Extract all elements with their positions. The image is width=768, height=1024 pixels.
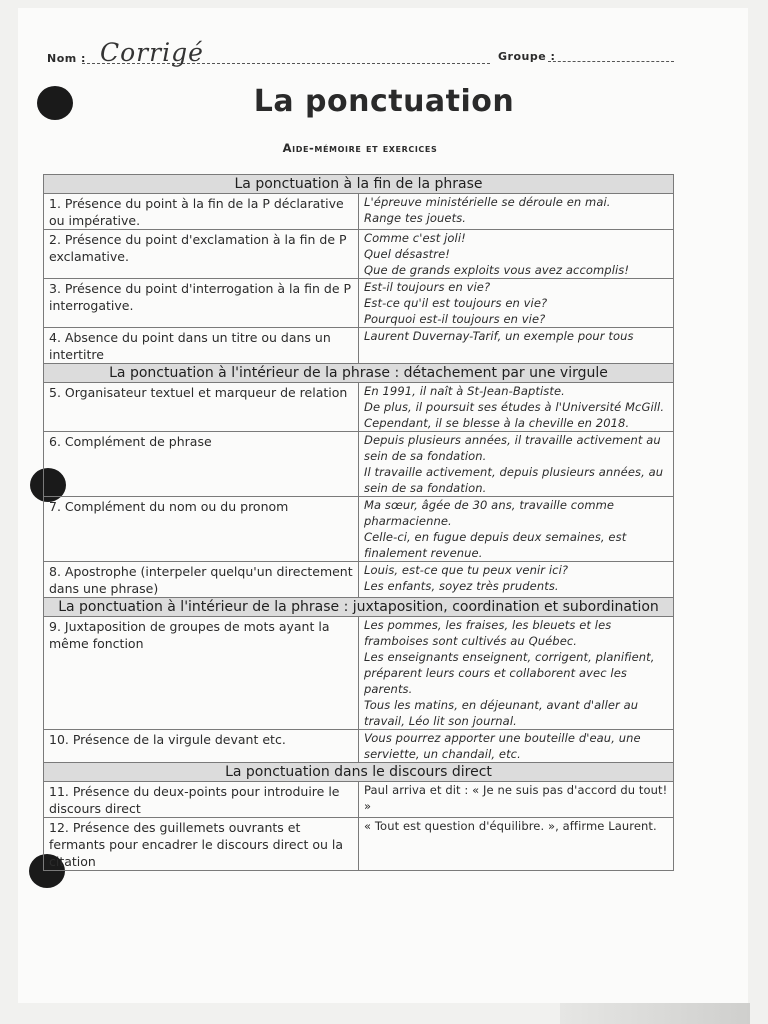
table-row — [44, 497, 674, 562]
example-line: Vous pourrez apporter une bouteille d'eau, une serviette, un chandail, etc. — [364, 731, 641, 761]
example-line: Est-il toujours en vie? — [364, 280, 491, 294]
example-line: Est-ce qu'il est toujours en vie? — [364, 296, 548, 310]
example-line: Quel désastre! — [364, 247, 450, 261]
examples-cell — [359, 230, 674, 279]
table-row — [44, 818, 674, 871]
table-row — [44, 328, 674, 364]
example-line: Cependant, il se blesse à la cheville en 2018. — [364, 416, 630, 430]
example-line: Celle-ci, en fugue depuis deux semaines, est finalement revenue. — [364, 530, 627, 560]
scan-shadow — [560, 1003, 750, 1024]
table-row — [44, 617, 674, 730]
section-heading: La ponctuation à l'intérieur de la phrase : détachement par une virgule — [44, 364, 674, 383]
rule-cell: 9. Juxtaposition de groupes de mots ayant la même fonction — [44, 617, 359, 730]
table-row — [44, 562, 674, 598]
table-row — [44, 782, 674, 818]
examples-cell — [359, 617, 674, 730]
section-heading: La ponctuation à la fin de la phrase — [44, 175, 674, 194]
rule-cell: 2. Présence du point d'exclamation à la fin de P exclamative. — [44, 230, 359, 279]
table-row — [44, 730, 674, 763]
rule-cell: 6. Complément de phrase — [44, 432, 359, 497]
examples-cell — [359, 194, 674, 230]
rule-cell: 3. Présence du point d'interrogation à la fin de P interrogative. — [44, 279, 359, 328]
rule-cell: 5. Organisateur textuel et marqueur de relation — [44, 383, 359, 432]
example-line: Que de grands exploits vous avez accomplis! — [364, 263, 630, 277]
punctuation-table — [43, 174, 674, 871]
examples-cell — [359, 279, 674, 328]
rule-cell: 4. Absence du point dans un titre ou dans un intertitre — [44, 328, 359, 364]
page-subtitle: Aide-mémoire et exercices — [282, 141, 438, 155]
example-line: L'épreuve ministérielle se déroule en mai. — [364, 195, 611, 209]
examples-cell — [359, 328, 674, 364]
table-row — [44, 230, 674, 279]
page-title: La ponctuation — [253, 84, 515, 119]
examples-cell — [359, 562, 674, 598]
examples-cell — [359, 818, 674, 871]
example-line: Tous les matins, en déjeunant, avant d'aller au travail, Léo lit son journal. — [364, 698, 639, 728]
example-line: Les enfants, soyez très prudents. — [364, 579, 559, 593]
example-line: « Tout est question d'équilibre. », affirme Laurent. — [364, 819, 657, 833]
examples-cell — [359, 383, 674, 432]
examples-cell — [359, 730, 674, 763]
examples-cell — [359, 497, 674, 562]
table-row — [44, 383, 674, 432]
example-line: Laurent Duvernay-Tarif, un exemple pour tous — [364, 329, 634, 343]
groupe-label: Groupe : — [498, 50, 556, 63]
example-line: Louis, est-ce que tu peux venir ici? — [364, 563, 569, 577]
rule-cell: 1. Présence du point à la fin de la P déclarative ou impérative. — [44, 194, 359, 230]
rule-cell: 10. Présence de la virgule devant etc. — [44, 730, 359, 763]
rule-cell: 8. Apostrophe (interpeler quelqu'un directement dans une phrase) — [44, 562, 359, 598]
example-line: Ma sœur, âgée de 30 ans, travaille comme pharmacienne. — [364, 498, 615, 528]
example-line: Les enseignants enseignent, corrigent, planifient, préparent leurs cours et collaborent avec les parents. — [364, 650, 655, 696]
section-header-row — [44, 763, 674, 782]
table-row — [44, 194, 674, 230]
section-header-row — [44, 175, 674, 194]
example-line: Paul arriva et dit : « Je ne suis pas d'accord du tout! » — [364, 783, 668, 813]
example-line: Depuis plusieurs années, il travaille activement au sein de sa fondation. — [364, 433, 661, 463]
example-line: Comme c'est joli! — [364, 231, 466, 245]
section-heading: La ponctuation dans le discours direct — [44, 763, 674, 782]
groupe-line — [548, 61, 674, 62]
rule-cell: 7. Complément du nom ou du pronom — [44, 497, 359, 562]
rule-cell: 12. Présence des guillemets ouvrants et fermants pour encadrer le discours direct ou la citation — [44, 818, 359, 871]
nom-handwritten-value: Corrigé — [100, 38, 204, 67]
section-header-row — [44, 598, 674, 617]
nom-label: Nom : — [47, 52, 86, 65]
section-heading: La ponctuation à l'intérieur de la phrase : juxtaposition, coordination et subordination — [44, 598, 674, 617]
example-line: Les pommes, les fraises, les bleuets et les framboises sont cultivés au Québec. — [364, 618, 612, 648]
table-row — [44, 432, 674, 497]
example-line: En 1991, il naît à St-Jean-Baptiste. — [364, 384, 565, 398]
rule-cell: 11. Présence du deux-points pour introduire le discours direct — [44, 782, 359, 818]
example-line: Range tes jouets. — [364, 211, 467, 225]
example-line: Il travaille activement, depuis plusieurs années, au sein de sa fondation. — [364, 465, 664, 495]
section-header-row — [44, 364, 674, 383]
examples-cell — [359, 432, 674, 497]
table-row — [44, 279, 674, 328]
example-line: De plus, il poursuit ses études à l'Université McGill. — [364, 400, 665, 414]
example-line: Pourquoi est-il toujours en vie? — [364, 312, 546, 326]
examples-cell — [359, 782, 674, 818]
